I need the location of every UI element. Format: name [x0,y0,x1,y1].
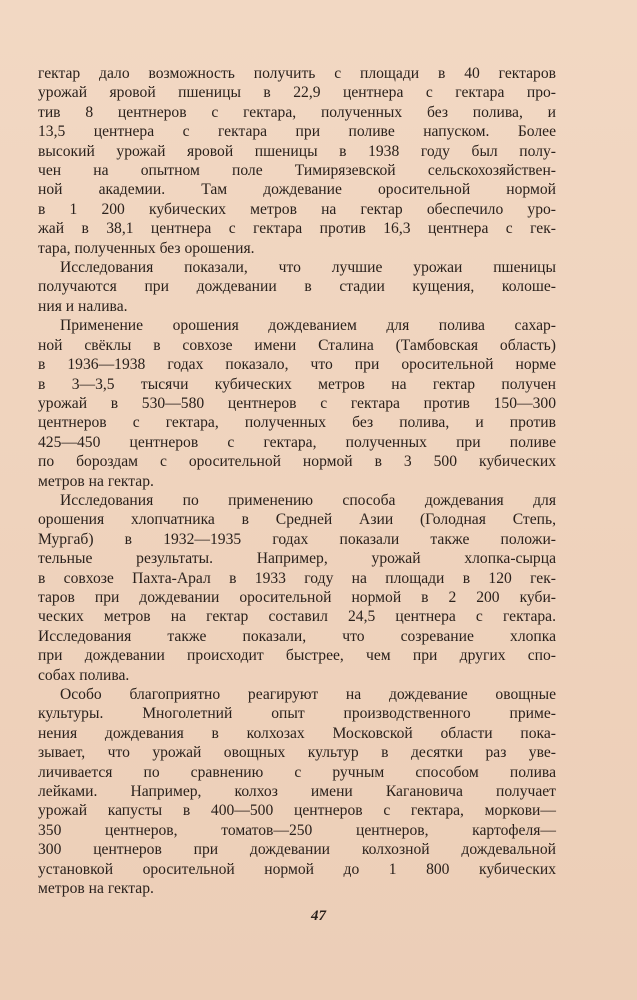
text-line: ной академии. Там дождевание оросительной нормой [38,181,556,199]
text-line: 13,5 центнера с гектара при поливе напуском. Более [38,123,556,141]
text-line: урожай капусты в 400—500 центнеров с гектара, моркови— [38,802,556,820]
text-line: метров на гектар. [38,880,154,898]
text-line: орошения хлопчатника в Средней Азии (Голодная Степь, [38,511,556,529]
text-line: лейками. Например, колхоз имени Кагановича получает [38,783,556,801]
text-line: 425—450 центнеров с гектара, полученных при поливе [38,433,556,451]
text-line: Исследования показали, что лучшие урожаи пшеницы [60,259,556,277]
body-text [38,64,556,898]
page-number: 47 [311,908,326,924]
text-line: ческих метров на гектар составил 24,5 центнера с гектара. [38,608,556,626]
text-line: таров при дождевании оросительной нормой в 2 200 куби- [38,588,556,606]
text-line: Применение орошения дождеванием для полива сахар- [60,317,556,335]
text-line: в 1936—1938 годах показало, что при оросительной норме [38,356,556,374]
text-line: в 1 200 кубических метров на гектар обеспечило уро- [38,200,556,218]
text-line: личивается по сравнению с ручным способом полива [38,763,556,781]
text-line: ния и налива. [38,297,128,315]
text-line: по бороздам с оросительной нормой в 3 500 кубических [38,453,556,471]
text-line: Исследования также показали, что созревание хлопка [38,627,556,645]
text-line: при дождевании происходит быстрее, чем при других спо- [38,647,556,665]
text-line: урожай яровой пшеницы в 22,9 центнера с гектара про- [38,84,556,102]
text-line: получаются при дождевании в стадии кущения, колоше- [38,278,556,296]
text-line: Мургаб) в 1932—1935 годах показали также положи- [38,530,556,548]
text-line: 350 центнеров, томатов—250 центнеров, картофеля— [38,821,556,839]
text-line: 300 центнеров при дождевании колхозной дождевальной [38,841,556,859]
text-line: метров на гектар. [38,472,154,490]
text-line: в 3—3,5 тысячи кубических метров на гектар получен [38,375,556,393]
text-line: чен на опытном поле Тимирязевской сельскохозяйствен- [38,162,556,180]
text-line: собах полива. [38,666,130,684]
text-line: Особо благоприятно реагируют на дождевание овощные [60,686,556,703]
text-line: жай в 38,1 центнера с гектара против 16,3 центнера с гек- [38,220,556,238]
text-line: в совхозе Пахта-Арал в 1933 году на площади в 120 гек- [38,569,556,587]
text-line: тара, полученных без орошения. [38,239,255,257]
text-line: тельные результаты. Например, урожай хлопка-сырца [38,550,556,568]
text-line: гектар дало возможность получить с площади в 40 гектаров [38,65,556,82]
text-line: высокий урожай яровой пшеницы в 1938 году был полу- [38,142,556,160]
text-line: тив 8 центнеров с гектара, полученных без полива, и [38,103,556,121]
text-line: ной свёклы в совхозе имени Сталина (Тамбовская область) [38,336,556,354]
text-line: урожай в 530—580 центнеров с гектара против 150—300 [38,394,556,412]
text-line: Исследования по применению способа дождевания для [60,491,556,509]
text-line: культуры. Многолетний опыт производственного приме- [38,705,556,723]
text-line: установкой оросительной нормой до 1 800 кубических [38,860,556,878]
text-line: зывает, что урожай овощных культур в десятки раз уве- [38,744,556,762]
text-line: центнеров с гектара, полученных без полива, и против [38,414,556,432]
text-line: нения дождевания в колхозах Московской области пока- [38,724,556,742]
